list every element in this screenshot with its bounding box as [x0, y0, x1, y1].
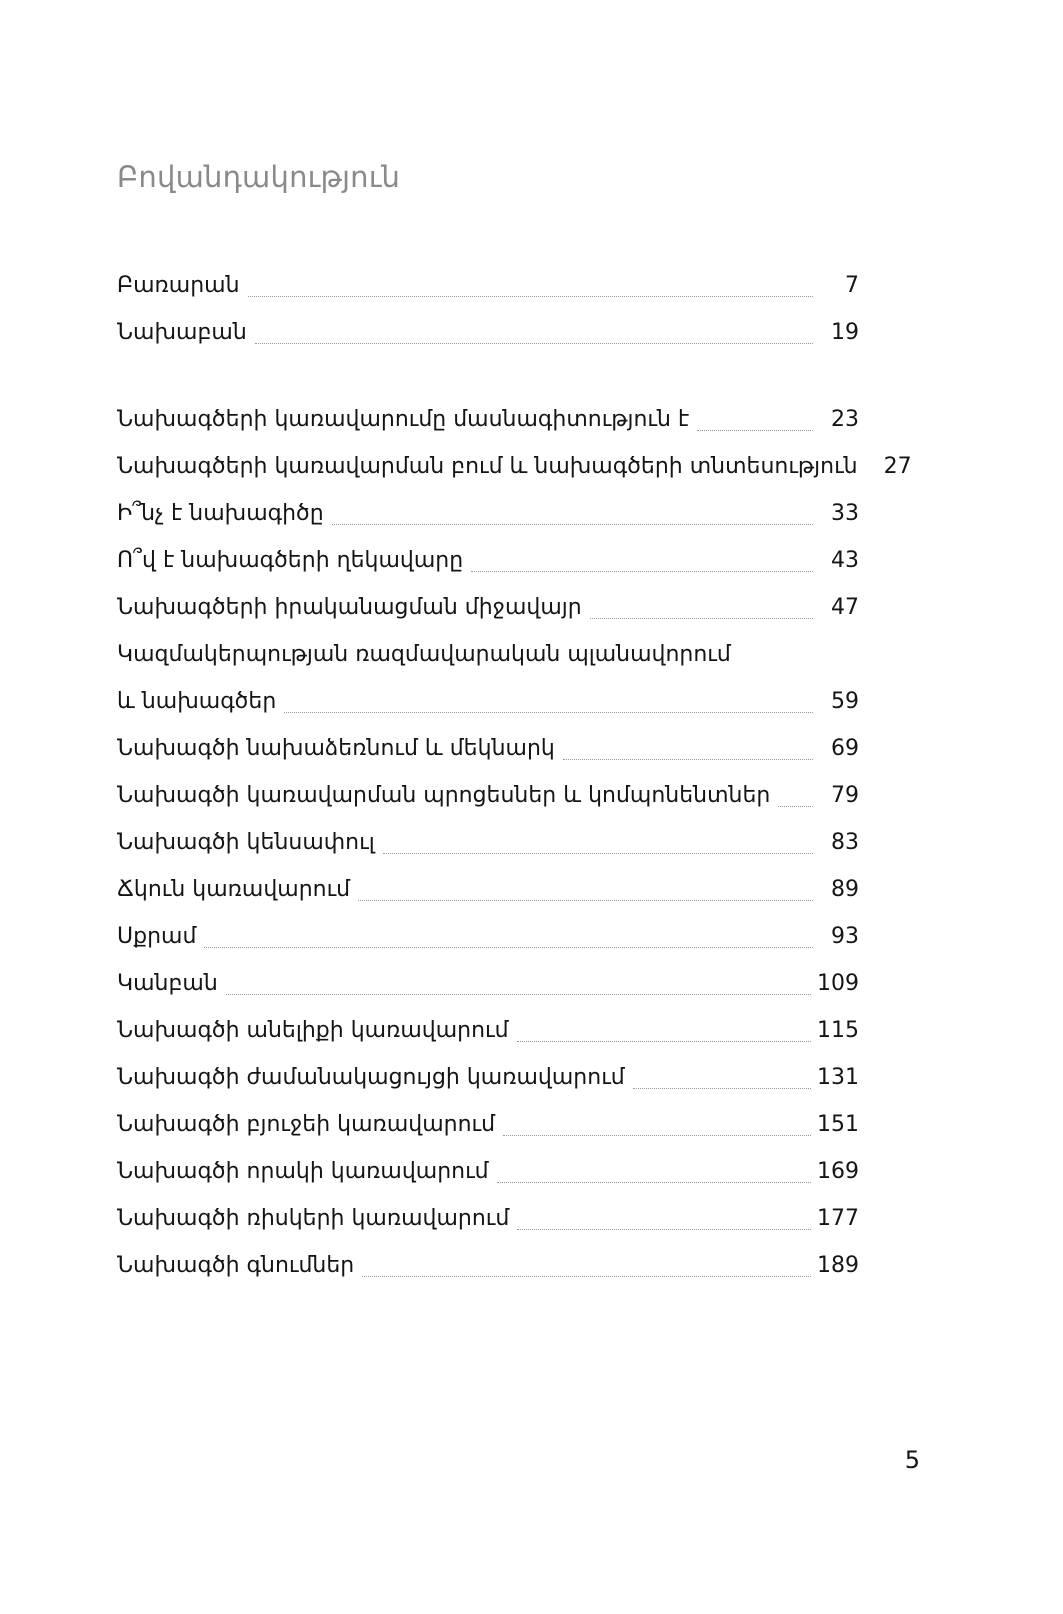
toc-dot-leader [204, 946, 813, 948]
toc-entry-label: Նախագծի ռիսկերի կառավարում [117, 1206, 510, 1231]
toc-entry-page-number: 43 [831, 548, 859, 573]
toc-entry[interactable] [117, 678, 859, 725]
toc-dot-leader [226, 993, 811, 995]
toc-dot-leader [739, 665, 813, 666]
toc-dot-leader [255, 342, 813, 344]
toc-entry[interactable] [117, 443, 912, 490]
toc-entry[interactable] [117, 866, 859, 913]
toc-entry-page-number: 109 [817, 971, 859, 996]
toc-dot-leader [517, 1040, 811, 1042]
toc-entry[interactable] [117, 1148, 859, 1195]
toc-entry-page-number: 7 [845, 273, 859, 298]
toc-dot-leader [332, 523, 813, 525]
toc-dot-leader [248, 295, 813, 297]
toc-entry-page-number: 131 [817, 1065, 859, 1090]
toc-list [117, 262, 912, 1289]
toc-dot-leader [563, 758, 813, 760]
toc-entry-page-number: 177 [817, 1206, 859, 1231]
toc-entry-label: Նախագծերի կառավարման բում և նախագծերի տնտեսություն [117, 454, 858, 479]
toc-entry-page-number: 89 [831, 877, 859, 902]
toc-dot-leader [517, 1228, 811, 1230]
toc-entry-label: Կազմակերպության ռազմավարական պլանավորում [117, 642, 731, 667]
toc-entry[interactable] [117, 819, 859, 866]
toc-entry[interactable] [117, 960, 859, 1007]
toc-entry-label: Նախագծի անելիքի կառավարում [117, 1018, 509, 1043]
toc-front-matter-group [117, 262, 859, 356]
toc-entry-label: Կանբան [117, 971, 218, 996]
toc-entry[interactable] [117, 490, 859, 537]
toc-entry-page-number: 83 [831, 830, 859, 855]
toc-entry-label: Նախագծի գնումներ [117, 1253, 355, 1278]
toc-dot-leader [590, 617, 813, 619]
toc-entry-label: և նախագծեր [117, 689, 277, 714]
toc-entry[interactable] [117, 1242, 859, 1289]
toc-entry-page-number: 93 [831, 924, 859, 949]
page-folio: 5 [904, 1446, 920, 1474]
toc-group-separator [117, 356, 859, 396]
toc-entry-label: Ի՞նչ է նախագիծը [117, 501, 324, 526]
toc-dot-leader [358, 899, 813, 901]
toc-entry[interactable] [117, 1054, 859, 1101]
toc-entry-page-number: 69 [831, 736, 859, 761]
toc-entry-label: Սքրամ [117, 924, 197, 949]
toc-entry-page-number: 169 [817, 1159, 859, 1184]
toc-entry[interactable] [117, 584, 859, 631]
toc-entry-label: Նախագծի ժամանակացույցի կառավարում [117, 1065, 625, 1090]
toc-entry-label: Ճկուն կառավարում [117, 877, 351, 902]
toc-entry-page-number: 115 [817, 1018, 859, 1043]
toc-dot-leader [471, 570, 813, 572]
toc-chapters-group [117, 396, 912, 1289]
toc-dot-leader [362, 1275, 811, 1277]
toc-entry-page-number: 151 [817, 1112, 859, 1137]
toc-entry[interactable] [117, 725, 859, 772]
toc-entry-label: Բառարան [117, 273, 240, 298]
toc-entry-label: Նախագծերի իրականացման միջավայր [117, 595, 582, 620]
toc-entry[interactable] [117, 396, 859, 443]
toc-entry-label: Նախագծի կենսափուլ [117, 830, 375, 855]
toc-dot-leader [633, 1087, 811, 1089]
toc-entry-label: Նախագծի բյուջեի կառավարում [117, 1112, 496, 1137]
toc-entry[interactable] [117, 1195, 859, 1242]
toc-entry[interactable] [117, 913, 859, 960]
toc-entry-page-number: 19 [831, 320, 859, 345]
toc-dot-leader [778, 805, 813, 807]
toc-entry[interactable] [117, 1007, 859, 1054]
toc-dot-leader [284, 711, 813, 713]
toc-entry[interactable] [117, 262, 859, 309]
toc-entry-page-number: 23 [831, 407, 859, 432]
toc-entry-label: Նախագծի որակի կառավարում [117, 1159, 489, 1184]
toc-entry-page-number: 59 [831, 689, 859, 714]
toc-entry-page-number: 47 [831, 595, 859, 620]
toc-entry-label: Նախաբան [117, 320, 247, 345]
toc-entry-page-number: 33 [831, 501, 859, 526]
toc-entry-label: Նախագծերի կառավարումը մասնագիտություն է [117, 407, 690, 432]
toc-entry[interactable] [117, 631, 859, 678]
toc-entry[interactable] [117, 772, 859, 819]
toc-entry[interactable] [117, 537, 859, 584]
toc-dot-leader [503, 1134, 811, 1136]
toc-entry-page-number: 79 [831, 783, 859, 808]
toc-entry-label: Նախագծի կառավարման պրոցեսներ և կոմպոնենտներ [117, 783, 771, 808]
toc-entry-label: Ո՞վ է նախագծերի ղեկավարը [117, 548, 464, 573]
page-title: Բովանդակություն [117, 160, 401, 194]
toc-entry[interactable] [117, 1101, 859, 1148]
toc-dot-leader [497, 1181, 811, 1183]
toc-entry-page-number: 189 [817, 1253, 859, 1278]
toc-dot-leader [697, 429, 813, 431]
toc-entry[interactable] [117, 309, 859, 356]
toc-entry-label: Նախագծի նախաձեռնում և մեկնարկ [117, 736, 555, 761]
toc-dot-leader [383, 852, 813, 854]
toc-entry-page-number: 27 [883, 454, 912, 479]
